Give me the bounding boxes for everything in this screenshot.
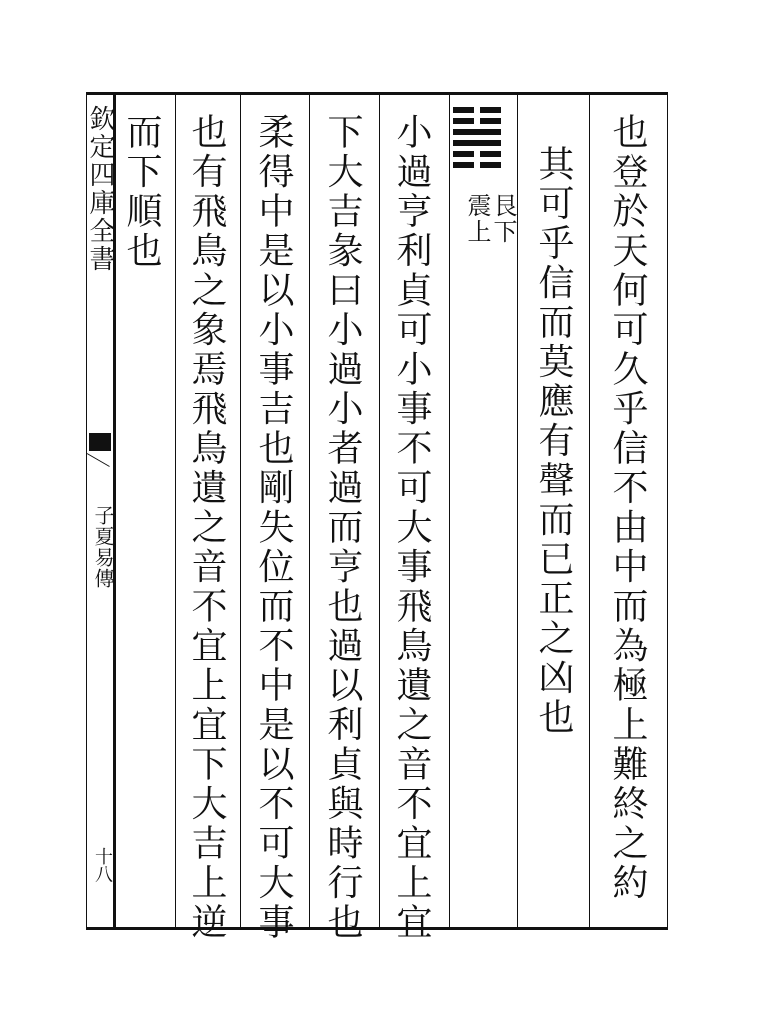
hexagram-lower-name: 艮下 xyxy=(489,193,517,245)
hexagram-upper-name: 震上 xyxy=(463,193,491,245)
hexagram-line xyxy=(453,151,501,157)
text-column-4: 下大吉彖曰小過小者過而亨也過以利貞與時行也 xyxy=(322,113,363,943)
column-rule xyxy=(449,95,450,927)
text-column-7: 而下順也 xyxy=(121,113,162,271)
column-rule xyxy=(379,95,380,927)
hexagram-line xyxy=(453,140,501,146)
text-column-3: 小過亨利貞可小事不可大事飛鳥遺之音不宜上宜 xyxy=(391,113,432,943)
text-column-6: 也有飛鳥之象焉飛鳥遺之音不宜上宜下大吉上逆 xyxy=(186,113,227,943)
text-column-1: 也登於天何可久乎信不由中而為極上難終之約 xyxy=(607,113,648,903)
hexagram-line xyxy=(453,107,501,113)
hexagram-line xyxy=(453,162,501,168)
fishtail-line xyxy=(87,453,110,467)
banxin-page-number: 十八 xyxy=(92,847,113,883)
text-column-2: 其可乎信而莫應有聲而已正之凶也 xyxy=(533,145,574,738)
column-rule xyxy=(175,95,176,927)
fishtail-mark xyxy=(89,433,111,451)
page-frame xyxy=(85,92,668,943)
column-rule xyxy=(240,95,241,927)
hexagram-symbol xyxy=(453,107,501,173)
column-rule xyxy=(517,95,518,927)
banxin-book-title: 子夏易傳 xyxy=(91,505,115,589)
hexagram-line xyxy=(453,118,501,124)
column-rule xyxy=(309,95,310,927)
column-rule xyxy=(589,95,590,927)
text-column-5: 柔得中是以小事吉也剛失位而不中是以不可大事 xyxy=(253,113,294,943)
hexagram-line xyxy=(453,129,501,135)
banxin-title: 欽定四庫全書 xyxy=(85,105,115,273)
